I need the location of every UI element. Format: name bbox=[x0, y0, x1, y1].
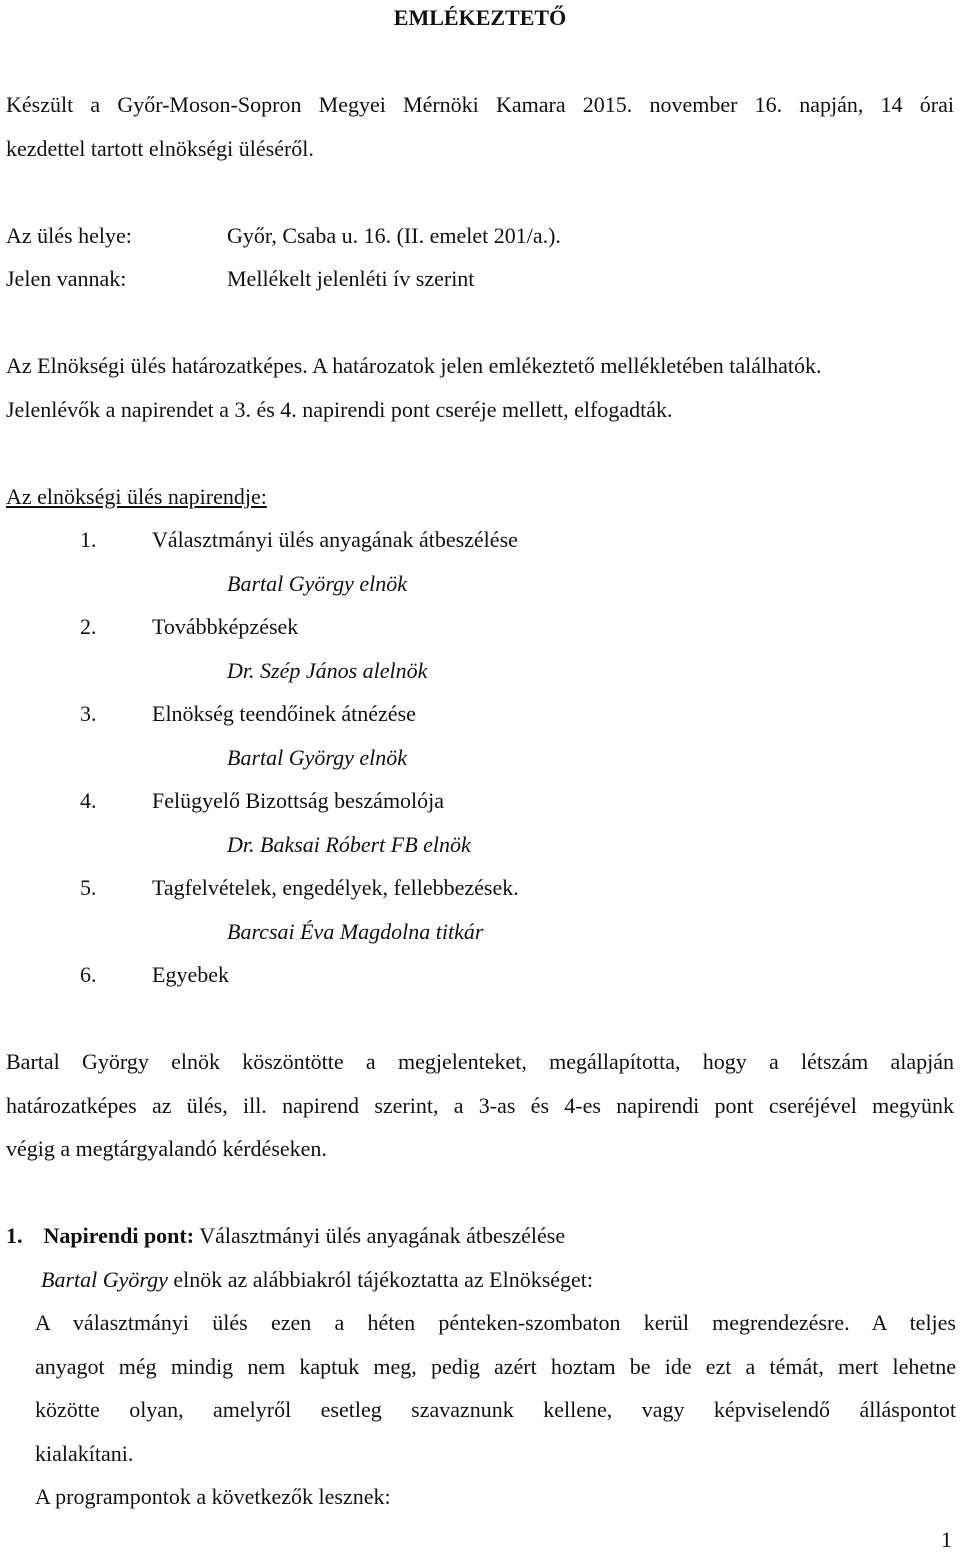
page-number: 1 bbox=[941, 1527, 952, 1552]
document-title: EMLÉKEZTETŐ bbox=[393, 5, 567, 30]
agenda-item-presenter: Bartal György elnök bbox=[227, 745, 408, 770]
opening-line-1: Bartal György elnök köszöntötte a megjelenteket, megállapította, hogy a létszám alapján bbox=[6, 1049, 954, 1074]
agenda-heading: Az elnökségi ülés napirendje: bbox=[6, 484, 267, 509]
point1-last-line: A programpontok a következők lesznek: bbox=[35, 1484, 391, 1509]
present-value: Mellékelt jelenléti ív szerint bbox=[227, 266, 475, 291]
point1-body-line-3: közötte olyan, amelyről esetleg szavaznunk kellene, vagy képviselendő álláspontot bbox=[35, 1397, 956, 1422]
agenda-item-text: Továbbképzések bbox=[152, 614, 299, 639]
point1-heading bbox=[6, 1221, 565, 1251]
intro-line-1: Készült a Győr-Moson-Sopron Megyei Mérnöki Kamara 2015. november 16. napján, 14 órai bbox=[6, 92, 954, 117]
point1-speaker: Bartal György bbox=[41, 1267, 168, 1292]
point1-body-line-4: kialakítani. bbox=[35, 1441, 134, 1466]
agenda-item-presenter: Dr. Baksai Róbert FB elnök bbox=[227, 832, 471, 857]
opening-line-2: határozatképes az ülés, ill. napirend szerint, a 3-as és 4-es napirendi pont cseréjével megyünk bbox=[6, 1093, 954, 1118]
place-label: Az ülés helye: bbox=[6, 223, 132, 248]
point1-title: Választmányi ülés anyagának átbeszélése bbox=[199, 1223, 566, 1248]
intro-line-2: kezdettel tartott elnökségi üléséről. bbox=[6, 136, 314, 161]
point1-speaker-rest: elnök az alábbiakról tájékoztatta az Elnökséget: bbox=[173, 1267, 594, 1292]
agenda-item-number: 6. bbox=[80, 962, 97, 987]
opening-line-3: végig a megtárgyalandó kérdéseken. bbox=[6, 1136, 327, 1161]
point1-number: 1. bbox=[6, 1223, 23, 1248]
agenda-item-number: 3. bbox=[80, 701, 97, 726]
agenda-item-text: Választmányi ülés anyagának átbeszélése bbox=[152, 527, 518, 552]
agenda-item-text: Elnökség teendőinek átnézése bbox=[152, 701, 416, 726]
agenda-item-number: 4. bbox=[80, 788, 97, 813]
agenda-item-number: 5. bbox=[80, 875, 97, 900]
point1-speaker-line bbox=[41, 1265, 593, 1295]
agenda-item-presenter: Bartal György elnök bbox=[227, 571, 408, 596]
agenda-item-text: Felügyelő Bizottság beszámolója bbox=[152, 788, 445, 813]
point1-label: Napirendi pont: bbox=[43, 1223, 195, 1248]
agenda-item-presenter: Dr. Szép János alelnök bbox=[227, 658, 428, 683]
agenda-item-text: Egyebek bbox=[152, 962, 229, 987]
agenda-item-number: 2. bbox=[80, 614, 97, 639]
present-label: Jelen vannak: bbox=[6, 266, 127, 291]
agenda-item-text: Tagfelvételek, engedélyek, fellebbezések. bbox=[152, 875, 519, 900]
quorum-line-2: Jelenlévők a napirendet a 3. és 4. napirendi pont cseréje mellett, elfogadták. bbox=[6, 397, 673, 422]
place-value: Győr, Csaba u. 16. (II. emelet 201/a.). bbox=[227, 223, 561, 248]
agenda-item-presenter: Barcsai Éva Magdolna titkár bbox=[227, 919, 484, 944]
quorum-line-1: Az Elnökségi ülés határozatképes. A határozatok jelen emlékeztető mellékletében találhatók. bbox=[6, 353, 822, 378]
point1-body-line-2: anyagot még mindig nem kaptuk meg, pedig azért hoztam be ide ezt a témát, mert lehetne bbox=[35, 1354, 956, 1379]
point1-body-line-1: A választmányi ülés ezen a héten pénteken-szombaton kerül megrendezésre. A teljes bbox=[35, 1310, 956, 1335]
agenda-item-number: 1. bbox=[80, 527, 97, 552]
